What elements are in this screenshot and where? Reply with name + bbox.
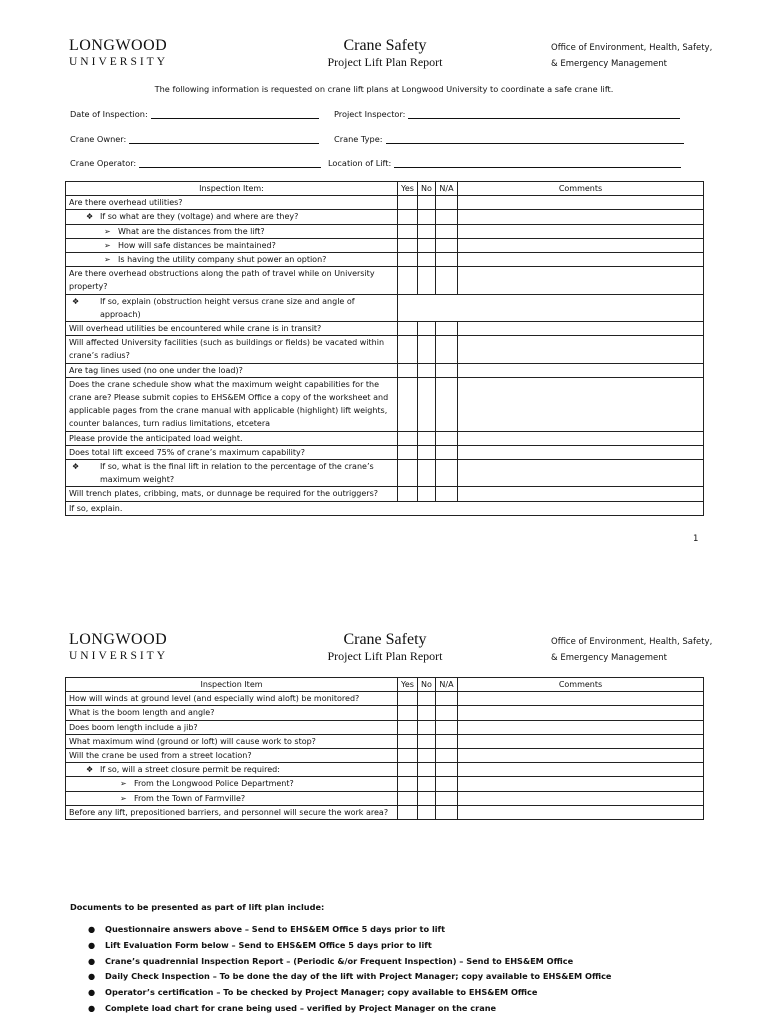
na-cell[interactable] <box>436 253 458 267</box>
list-item: ● Crane’s quadrennial Inspection Report – (Periodic &/or Frequent Inspection) – Send to EHS&EM Office <box>88 954 611 970</box>
yes-cell[interactable] <box>398 487 418 501</box>
arrow-bullet-icon: ➢ <box>104 240 111 250</box>
comments-cell[interactable] <box>458 460 704 487</box>
comments-cell[interactable] <box>458 445 704 459</box>
comments-cell[interactable] <box>458 777 704 791</box>
no-cell[interactable] <box>418 210 436 224</box>
na-cell[interactable] <box>436 460 458 487</box>
report-title: Crane Safety Project Lift Plan Report <box>327 631 443 663</box>
explain-full-row[interactable]: If so, explain. <box>66 501 704 515</box>
date-of-inspection-line[interactable] <box>151 109 319 119</box>
bullet-icon: ● <box>88 987 96 998</box>
no-cell[interactable] <box>418 777 436 791</box>
table-row: Does the crane schedule show what the maximum weight capabilities for the crane are? Please submit copies to EHS&EM Office a copy of the worksheet and applicable pages from the crane manual with applicable (highlight) lift weights, counter balances, turn radius limitations, etcetera <box>66 377 704 431</box>
no-cell[interactable] <box>418 196 436 210</box>
table-row: Will the crane be used from a street location? <box>66 749 704 763</box>
no-cell[interactable] <box>418 267 436 294</box>
table-row: Does total lift exceed 75% of crane’s maximum capability? <box>66 445 704 459</box>
table-row: Will overhead utilities be encountered while crane is in transit? <box>66 322 704 336</box>
na-cell[interactable] <box>436 210 458 224</box>
yes-cell[interactable] <box>398 763 418 777</box>
yes-cell[interactable] <box>398 253 418 267</box>
yes-cell[interactable] <box>398 322 418 336</box>
table-row: ➢ From the Longwood Police Department? <box>66 777 704 791</box>
yes-cell[interactable] <box>398 777 418 791</box>
yes-cell[interactable] <box>398 210 418 224</box>
table-row: ❖ If so what are they (voltage) and where are they? <box>66 210 704 224</box>
office-name: Office of Environment, Health, Safety, & Emergency Management <box>551 43 713 69</box>
table-row: ❖ If so, what is the final lift in relation to the percentage of the crane’s maximum weight? <box>66 460 704 487</box>
table-header-row <box>66 182 704 196</box>
na-cell[interactable] <box>436 445 458 459</box>
table-header-row <box>66 678 704 692</box>
crane-type-line[interactable] <box>386 134 684 144</box>
documents-heading: Documents to be presented as part of lift plan include: <box>70 902 325 912</box>
location-of-lift-field[interactable]: Location of Lift: <box>328 158 681 168</box>
project-inspector-field[interactable]: Project Inspector: <box>334 109 680 119</box>
yes-cell[interactable] <box>398 791 418 805</box>
table-row: ❖ If so, will a street closure permit be required: <box>66 763 704 777</box>
no-cell[interactable] <box>418 431 436 445</box>
yes-cell[interactable] <box>398 445 418 459</box>
na-cell[interactable] <box>436 224 458 238</box>
na-cell[interactable] <box>436 487 458 501</box>
no-cell[interactable] <box>418 763 436 777</box>
comments-cell[interactable] <box>458 253 704 267</box>
table-row: ➢ How will safe distances be maintained? <box>66 238 704 252</box>
header-item: Inspection Item: <box>66 182 398 196</box>
table-row: Are there overhead obstructions along the path of travel while on University property? <box>66 267 704 294</box>
comments-cell[interactable] <box>458 487 704 501</box>
na-cell[interactable] <box>436 322 458 336</box>
table-row: ➢ What are the distances from the lift? <box>66 224 704 238</box>
yes-cell[interactable] <box>398 734 418 748</box>
no-cell[interactable] <box>418 791 436 805</box>
diamond-bullet-icon: ❖ <box>72 462 80 472</box>
yes-cell[interactable] <box>398 460 418 487</box>
table-row: ❖ If so, explain (obstruction height versus crane size and angle of approach) <box>66 294 704 321</box>
diamond-bullet-icon: ❖ <box>86 765 94 775</box>
comments-cell[interactable] <box>458 210 704 224</box>
comments-cell[interactable] <box>458 692 704 706</box>
arrow-bullet-icon: ➢ <box>104 255 111 265</box>
comments-cell[interactable] <box>458 805 704 819</box>
yes-cell[interactable] <box>398 720 418 734</box>
no-cell[interactable] <box>418 238 436 252</box>
arrow-bullet-icon: ➢ <box>120 779 127 789</box>
yes-cell[interactable] <box>398 749 418 763</box>
yes-cell[interactable] <box>398 363 418 377</box>
list-item: ● Lift Evaluation Form below – Send to EHS&EM Office 5 days prior to lift <box>88 938 611 954</box>
header-no: No <box>418 678 436 692</box>
yes-cell[interactable] <box>398 336 418 363</box>
no-cell[interactable] <box>418 734 436 748</box>
no-cell[interactable] <box>418 749 436 763</box>
table-row: Please provide the anticipated load weight. <box>66 431 704 445</box>
arrow-bullet-icon: ➢ <box>120 793 127 803</box>
no-cell[interactable] <box>418 336 436 363</box>
no-cell[interactable] <box>418 692 436 706</box>
header-na: N/A <box>436 182 458 196</box>
intro-text: The following information is requested on crane lift plans at Longwood University to coordinate a safe crane lift. <box>154 84 614 94</box>
na-cell[interactable] <box>436 431 458 445</box>
na-cell[interactable] <box>436 706 458 720</box>
na-cell[interactable] <box>436 720 458 734</box>
bullet-icon: ● <box>88 939 96 950</box>
comments-cell[interactable] <box>458 763 704 777</box>
no-cell[interactable] <box>418 224 436 238</box>
inspection-table-2 <box>65 677 704 820</box>
report-title: Crane Safety Project Lift Plan Report <box>327 37 443 69</box>
na-cell[interactable] <box>436 238 458 252</box>
na-cell[interactable] <box>436 692 458 706</box>
na-cell[interactable] <box>436 763 458 777</box>
comments-cell[interactable] <box>458 267 704 294</box>
comments-cell[interactable] <box>458 791 704 805</box>
table-row: Will affected University facilities (such as buildings or fields) be vacated within crane’s radius? <box>66 336 704 363</box>
na-cell[interactable] <box>436 336 458 363</box>
table-row: ➢ Is having the utility company shut power an option? <box>66 253 704 267</box>
office-name: Office of Environment, Health, Safety, & Emergency Management <box>551 637 713 663</box>
comments-cell[interactable] <box>458 720 704 734</box>
date-of-inspection-field[interactable]: Date of Inspection: <box>70 109 319 119</box>
yes-cell[interactable] <box>398 692 418 706</box>
comments-cell[interactable] <box>458 196 704 210</box>
header-yes: Yes <box>398 678 418 692</box>
no-cell[interactable] <box>418 445 436 459</box>
crane-operator-field[interactable]: Crane Operator: <box>70 158 321 168</box>
na-cell[interactable] <box>436 363 458 377</box>
comments-cell[interactable] <box>458 336 704 363</box>
comments-cell[interactable] <box>458 322 704 336</box>
yes-cell[interactable] <box>398 377 418 431</box>
table-row: Are tag lines used (no one under the load)? <box>66 363 704 377</box>
header-comments: Comments <box>458 678 704 692</box>
comments-cell[interactable] <box>458 431 704 445</box>
na-cell[interactable] <box>436 777 458 791</box>
inspection-table-1 <box>65 181 704 516</box>
yes-cell[interactable] <box>398 238 418 252</box>
diamond-bullet-icon: ❖ <box>72 296 80 306</box>
comments-cell[interactable] <box>458 238 704 252</box>
page-2 <box>0 620 768 1024</box>
page-break <box>0 560 768 620</box>
crane-operator-line[interactable] <box>139 158 321 168</box>
table-row: Will trench plates, cribbing, mats, or dunnage be required for the outriggers? <box>66 487 704 501</box>
list-item: ● Operator’s certification – To be checked by Project Manager; copy available to EHS&EM Office <box>88 985 611 1001</box>
yes-cell[interactable] <box>398 706 418 720</box>
header-comments: Comments <box>458 182 704 196</box>
header-item: Inspection Item <box>66 678 398 692</box>
arrow-bullet-icon: ➢ <box>104 226 111 236</box>
diamond-bullet-icon: ❖ <box>86 212 94 222</box>
no-cell[interactable] <box>418 377 436 431</box>
comments-cell[interactable] <box>458 363 704 377</box>
list-item: ● Complete load chart for crane being used – verified by Project Manager on the crane <box>88 1001 611 1017</box>
documents-list <box>88 922 611 1017</box>
no-cell[interactable] <box>418 460 436 487</box>
na-cell[interactable] <box>436 805 458 819</box>
location-of-lift-line[interactable] <box>394 158 681 168</box>
no-cell[interactable] <box>418 363 436 377</box>
table-row: Are there overhead utilities? <box>66 196 704 210</box>
na-cell[interactable] <box>436 196 458 210</box>
comments-cell[interactable] <box>458 749 704 763</box>
university-logo: LONGWOOD UNIVERSITY <box>69 631 168 662</box>
table-row: Before any lift, prepositioned barriers, and personnel will secure the work area? <box>66 805 704 819</box>
header-yes: Yes <box>398 182 418 196</box>
bullet-icon: ● <box>88 955 96 966</box>
comments-cell[interactable] <box>458 377 704 431</box>
project-inspector-line[interactable] <box>408 109 680 119</box>
list-item: ● Daily Check Inspection – To be done the day of the lift with Project Manager; copy available to EHS&EM Office <box>88 969 611 985</box>
na-cell[interactable] <box>436 267 458 294</box>
bullet-icon: ● <box>88 924 96 934</box>
table-row: ➢ From the Town of Farmville? <box>66 791 704 805</box>
no-cell[interactable] <box>418 487 436 501</box>
table-row <box>66 501 704 515</box>
no-cell[interactable] <box>418 720 436 734</box>
table-row: How will winds at ground level (and especially wind aloft) be monitored? <box>66 692 704 706</box>
crane-type-field[interactable]: Crane Type: <box>334 134 684 144</box>
header-no: No <box>418 182 436 196</box>
comments-cell[interactable] <box>458 706 704 720</box>
explain-cell[interactable] <box>398 294 704 321</box>
crane-owner-line[interactable] <box>129 134 319 144</box>
yes-cell[interactable] <box>398 431 418 445</box>
list-item: ● Questionnaire answers above – Send to EHS&EM Office 5 days prior to lift <box>88 922 611 938</box>
bullet-icon: ● <box>88 971 96 982</box>
table-row: What maximum wind (ground or loft) will cause work to stop? <box>66 734 704 748</box>
na-cell[interactable] <box>436 791 458 805</box>
na-cell[interactable] <box>436 734 458 748</box>
no-cell[interactable] <box>418 805 436 819</box>
crane-owner-field[interactable]: Crane Owner: <box>70 134 319 144</box>
table-row: What is the boom length and angle? <box>66 706 704 720</box>
bullet-icon: ● <box>88 1002 96 1013</box>
header-na: N/A <box>436 678 458 692</box>
comments-cell[interactable] <box>458 224 704 238</box>
yes-cell[interactable] <box>398 224 418 238</box>
yes-cell[interactable] <box>398 196 418 210</box>
table-row: Does boom length include a jib? <box>66 720 704 734</box>
comments-cell[interactable] <box>458 734 704 748</box>
no-cell[interactable] <box>418 322 436 336</box>
page-number: 1 <box>693 534 699 544</box>
na-cell[interactable] <box>436 749 458 763</box>
yes-cell[interactable] <box>398 267 418 294</box>
university-logo: LONGWOOD UNIVERSITY <box>69 37 168 68</box>
no-cell[interactable] <box>418 253 436 267</box>
na-cell[interactable] <box>436 377 458 431</box>
yes-cell[interactable] <box>398 805 418 819</box>
no-cell[interactable] <box>418 706 436 720</box>
